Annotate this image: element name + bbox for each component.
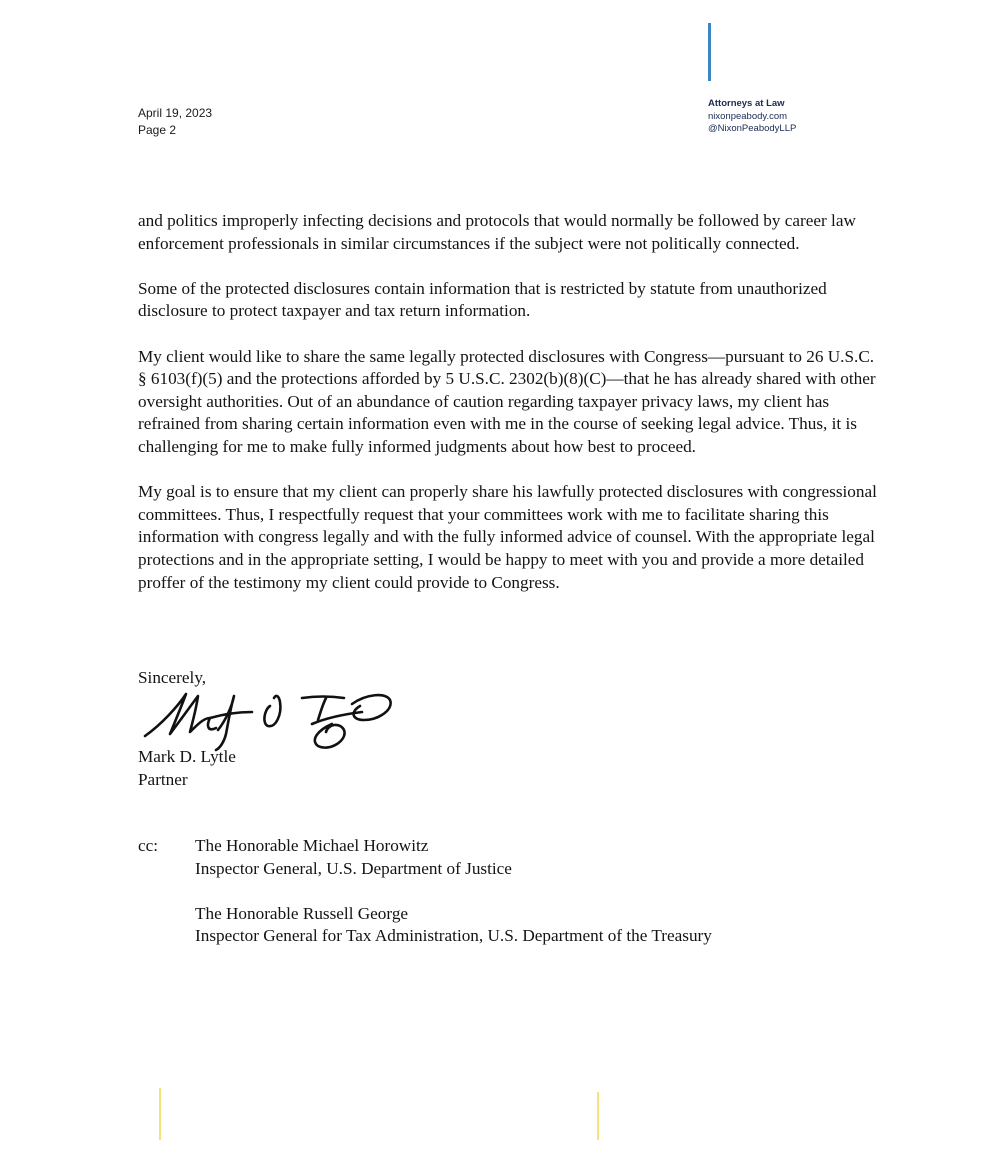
firm-block xyxy=(708,98,796,136)
firm-tagline: Attorneys at Law xyxy=(708,98,785,109)
highlighter-mark xyxy=(597,1092,599,1140)
body-paragraph: and politics improperly infecting decisions and protocols that would normally be followed by career law enforcement professionals in similar circumstances if the subject were not politically connected. xyxy=(138,211,856,253)
cc-recipient-role: Inspector General, U.S. Department of Justice xyxy=(195,858,512,878)
signer-name: Mark D. Lytle xyxy=(138,747,236,766)
letter-date: April 19, 2023 xyxy=(138,106,213,120)
page-number: Page 2 xyxy=(138,123,177,137)
body-paragraph: Some of the protected disclosures contain information that is restricted by statute from unauthorized disclosure to protect taxpayer and tax return information. xyxy=(138,278,827,321)
letterhead-rule xyxy=(708,23,711,81)
cc-recipient xyxy=(195,835,712,880)
letter-body xyxy=(138,210,878,617)
highlighter-mark xyxy=(159,1088,161,1140)
page-header xyxy=(138,105,212,139)
body-paragraph: My client would like to share the same legally protected disclosures with Congress—pursuant to 26 U.S.C. § 6103(f)(5) and the protections afforded by 5 U.S.C. 2302(b)(8)(C)—that he has already shared with other oversight authorities. Out of an abundance of caution regarding taxpayer privacy laws, my client has refrained from sharing certain information even with me in the course of seeking legal advice. Thus, it is challenging for me to make fully informed judgments about how best to proceed. xyxy=(138,346,876,456)
cc-recipient-role: Inspector General for Tax Administration, U.S. Department of the Treasury xyxy=(195,926,712,946)
cc-recipient-name: The Honorable Russell George xyxy=(195,903,409,923)
signer-title: Partner xyxy=(138,769,188,789)
firm-website: nixonpeabody.com xyxy=(708,110,788,122)
cc-recipient-name: The Honorable Michael Horowitz xyxy=(195,836,429,855)
cc-label: cc: xyxy=(138,836,159,855)
firm-handle: @NixonPeabodyLLP xyxy=(708,123,797,134)
cc-recipient xyxy=(195,903,712,948)
cc-list xyxy=(195,835,712,971)
body-paragraph: My goal is to ensure that my client can properly share his lawfully protected disclosures with congressional committees. Thus, I respectfully request that your committees work with me to facilitate sharing this information with congress legally and with the fully informed advice of counsel. With the appropriate legal protections and in the appropriate setting, I would be happy to meet with you and provide a more detailed proffer of the testimony my client could provide to Congress. xyxy=(138,482,877,592)
signer-block xyxy=(138,746,236,791)
closing-salutation: Sincerely, xyxy=(138,668,207,687)
